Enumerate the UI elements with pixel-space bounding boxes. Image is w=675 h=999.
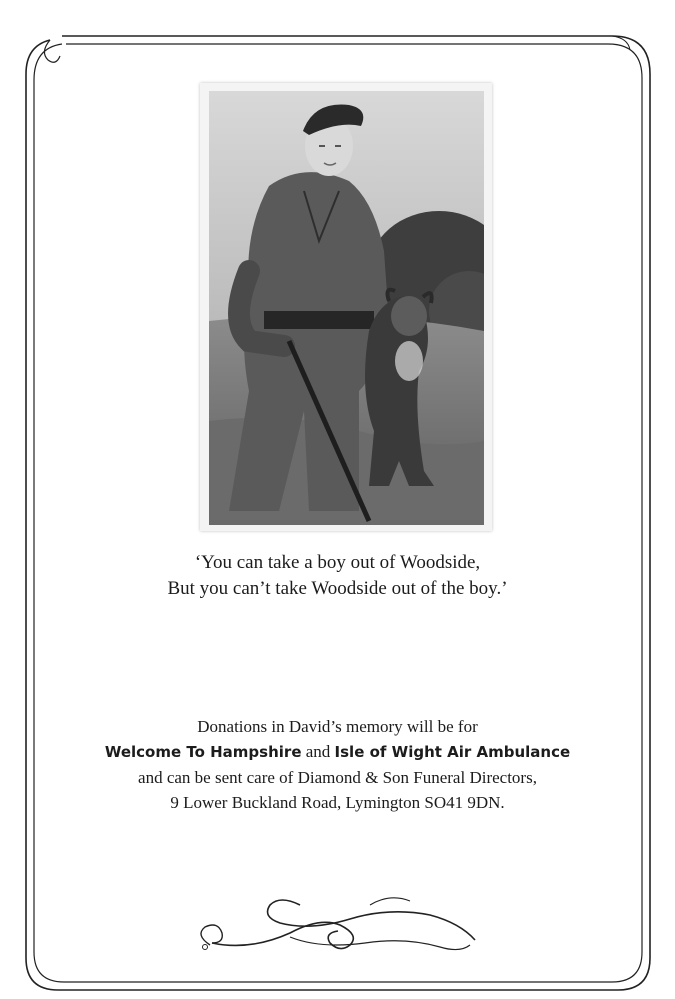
charity-name-2: Isle of Wight Air Ambulance xyxy=(334,743,571,761)
photo-frame xyxy=(200,83,492,531)
donations-notice xyxy=(0,714,675,815)
portrait-photo xyxy=(209,91,484,525)
donations-address: 9 Lower Buckland Road, Lymington SO41 9DN. xyxy=(170,793,505,812)
donations-line-1: Donations in David’s memory will be for xyxy=(197,717,478,736)
quote-line-2: But you can’t take Woodside out of the boy.’ xyxy=(167,578,508,599)
flourish-ornament xyxy=(190,885,490,965)
donations-charity-line xyxy=(0,739,675,765)
donations-line-3: and can be sent care of Diamond & Son Funeral Directors, xyxy=(138,768,537,787)
quote-line-1: ‘You can take a boy out of Woodside, xyxy=(194,552,481,573)
charity-name-1: Welcome To Hampshire xyxy=(104,743,302,761)
charity-connector: and xyxy=(301,742,335,761)
memorial-quote xyxy=(0,550,675,602)
